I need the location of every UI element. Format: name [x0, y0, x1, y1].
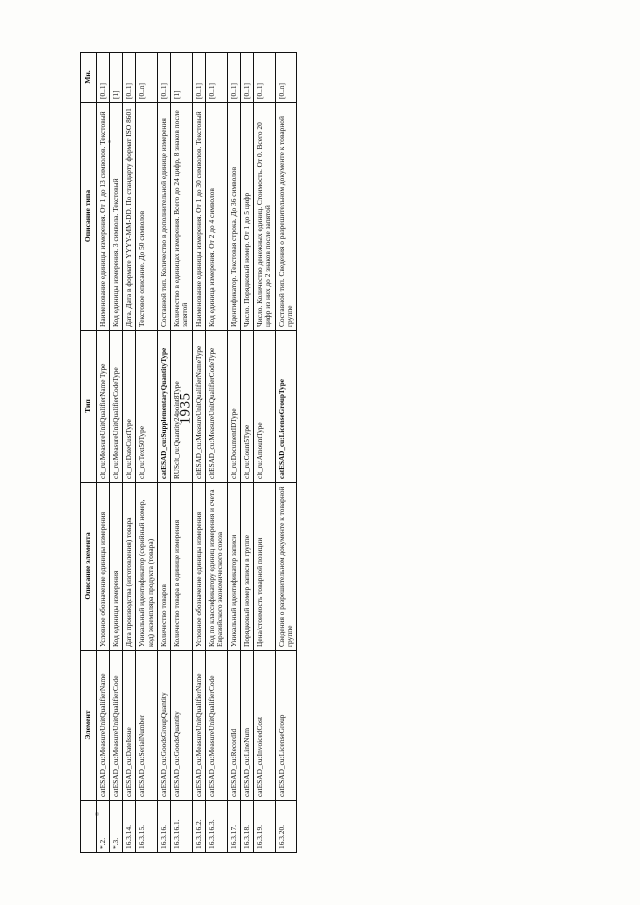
column-header-type-description: Описание типа — [81, 102, 97, 330]
cell-type: clt_ru:DocumentIDType — [227, 330, 240, 482]
cell-element: catESAD_cu:MeasureUnitQualifierCode — [206, 650, 228, 800]
cell-type-description: Наименование единицы измерения. От 1 до 30 символов. Текстовый — [192, 102, 205, 330]
cell-multiplicity: [0..1] — [206, 52, 228, 102]
cell-description: Код по классификатору единиц измерения и счета Евразийского экономического союза — [206, 482, 228, 650]
table-row — [96, 52, 109, 852]
table-row — [123, 52, 136, 852]
cell-description: Уникальный идентификатор записи — [227, 482, 240, 650]
cell-description: Сведения о разрешительном документе к товарной группе — [275, 482, 297, 650]
cell-type-description: Число. Порядковый номер. От 1 до 5 цифр — [240, 102, 253, 330]
cell-element: catESAD_cu:LicenseGroup — [275, 650, 297, 800]
cell-type-description: Число. Количество денежных единиц. Стоимость. От 0. Всего 20 цифр из них до 2 знаков после запятой — [254, 102, 276, 330]
cell-description: Порядковый номер записи в группе — [240, 482, 253, 650]
cell-element: catESAD_cu:LineNum — [240, 650, 253, 800]
cell-number: 16.3.16.1. — [171, 800, 193, 852]
column-header-type: Тип — [81, 330, 97, 482]
cell-element: catESAD_cu:RecordId — [227, 650, 240, 800]
element-specification-table — [80, 52, 297, 853]
cell-type: cltESAD_cu:MeasureUnitQualifierNameType — [192, 330, 205, 482]
cell-type: catESAD_cu:SupplementaryQuantityType — [157, 330, 170, 482]
cell-type-description: Идентификатор. Текстовая строка. До 36 символов — [227, 102, 240, 330]
cell-element: catESAD_cu:GoodsQuantity — [171, 650, 193, 800]
cell-element: catESAD_cu:DateIssue — [123, 650, 136, 800]
cell-number: 16.3.17. — [227, 800, 240, 852]
page-number: 1935 — [177, 392, 194, 425]
cell-element: catESAD_cu:GoodsGroupQuantity — [157, 650, 170, 800]
table-row — [109, 52, 122, 852]
cell-description: Условное обозначение единицы измерения — [192, 482, 205, 650]
cell-number: 16.3.16. — [157, 800, 170, 852]
table-row — [240, 52, 253, 852]
table-body — [96, 52, 297, 852]
cell-number: 16.3.16.2. — [192, 800, 205, 852]
column-header-multiplicity: Мн. — [81, 52, 97, 102]
cell-multiplicity: [0..1] — [192, 52, 205, 102]
cell-multiplicity: [0..n] — [136, 52, 158, 102]
cell-type-description: Дата. Дата в формате YYYY-MM-DD. По стандарту формат ISO 8601 — [123, 102, 136, 330]
cell-type: clt_ru:DateCustType — [123, 330, 136, 482]
cell-multiplicity: [0..1] — [96, 52, 109, 102]
cell-type: clt_ru:Count5Type — [240, 330, 253, 482]
cell-type-description: Текстовое описание. До 50 символов — [136, 102, 158, 330]
column-header-element: Элемент — [81, 650, 97, 800]
table-row — [275, 52, 297, 852]
cell-type-description: Код единица измерения. От 2 до 4 символов — [206, 102, 228, 330]
rotated-table-container — [80, 53, 560, 853]
cell-element: catESAD_cu:MeasureUnitQualifierName — [192, 650, 205, 800]
cell-type: cltESAD_cu:MeasureUnitQualifierCodeType — [206, 330, 228, 482]
table-row — [136, 52, 158, 852]
cell-multiplicity: [0..1] — [254, 52, 276, 102]
table-row — [227, 52, 240, 852]
cell-multiplicity: [1] — [171, 52, 193, 102]
column-header-description: Описание элемента — [81, 482, 97, 650]
table-row — [171, 52, 193, 852]
cell-number: 16.3.14. — [123, 800, 136, 852]
cell-type-description: Количество в единицах измерения. Всего до 24 цифр, 8 знаков после запятой — [171, 102, 193, 330]
cell-type: clt_ru:MeasureUnitQualifierName Type — [96, 330, 109, 482]
table-row — [254, 52, 276, 852]
cell-description: Дата производства (изготовления) товара — [123, 482, 136, 650]
cell-multiplicity: [1] — [109, 52, 122, 102]
cell-number: *.3. — [109, 800, 122, 852]
cell-description: Количество товаров — [157, 482, 170, 650]
cell-type-description: Код единицы измерения. 3 символа. Текстовый — [109, 102, 122, 330]
cell-description: Количество товара в единице измерения — [171, 482, 193, 650]
cell-multiplicity: [0..1] — [227, 52, 240, 102]
cell-description: Условное обозначение единицы измерения — [96, 482, 109, 650]
cell-number: *.2. — [96, 800, 109, 852]
cell-number: 16.3.18. — [240, 800, 253, 852]
cell-element: catESAD_cu:MeasureUnitQualifierCode — [109, 650, 122, 800]
cell-type-description: Наименование единицы измерения. От 1 до 13 символов. Текстовый — [96, 102, 109, 330]
cell-number: 16.3.20. — [275, 800, 297, 852]
cell-multiplicity: [0..1] — [157, 52, 170, 102]
table-row — [157, 52, 170, 852]
cell-type: clt_ru:MeasureUnitQualifierCodeType — [109, 330, 122, 482]
cell-description: Код единицы измерения — [109, 482, 122, 650]
cell-type: catESAD_cu:LicenseGroupType — [275, 330, 297, 482]
cell-element: catESAD_cu:SerialNumber — [136, 650, 158, 800]
cell-description: Цена/стоимость товарной позиции — [254, 482, 276, 650]
cell-element: catESAD_cu:InvoicedCost — [254, 650, 276, 800]
cell-element: catESAD_cu:MeasureUnitQualifierName — [96, 650, 109, 800]
table-row — [206, 52, 228, 852]
cell-type-description: Составной тип. Количество в дополнительной единице измерения — [157, 102, 170, 330]
cell-type: clt_ru:AmountType — [254, 330, 276, 482]
table-header-row — [81, 52, 97, 852]
cell-type: RUSclt_ru:Quantity24point8Type — [171, 330, 193, 482]
cell-type-description: Составной тип. Сведения о разрешительном документе к товарной группе — [275, 102, 297, 330]
cell-number: 16.3.16.3. — [206, 800, 228, 852]
table-row — [192, 52, 205, 852]
cell-number: 16.3.15. — [136, 800, 158, 852]
cell-multiplicity: [0..1] — [123, 52, 136, 102]
cell-multiplicity: [0..n] — [275, 52, 297, 102]
cell-description: Уникальный идентификатор (серийный номер, код) экземпляра продукта (товара) — [136, 482, 158, 650]
column-header-number — [81, 800, 97, 852]
cell-number: 16.3.19. — [254, 800, 276, 852]
cell-multiplicity: [0..1] — [240, 52, 253, 102]
cell-type: clt_ru:Text50Type — [136, 330, 158, 482]
